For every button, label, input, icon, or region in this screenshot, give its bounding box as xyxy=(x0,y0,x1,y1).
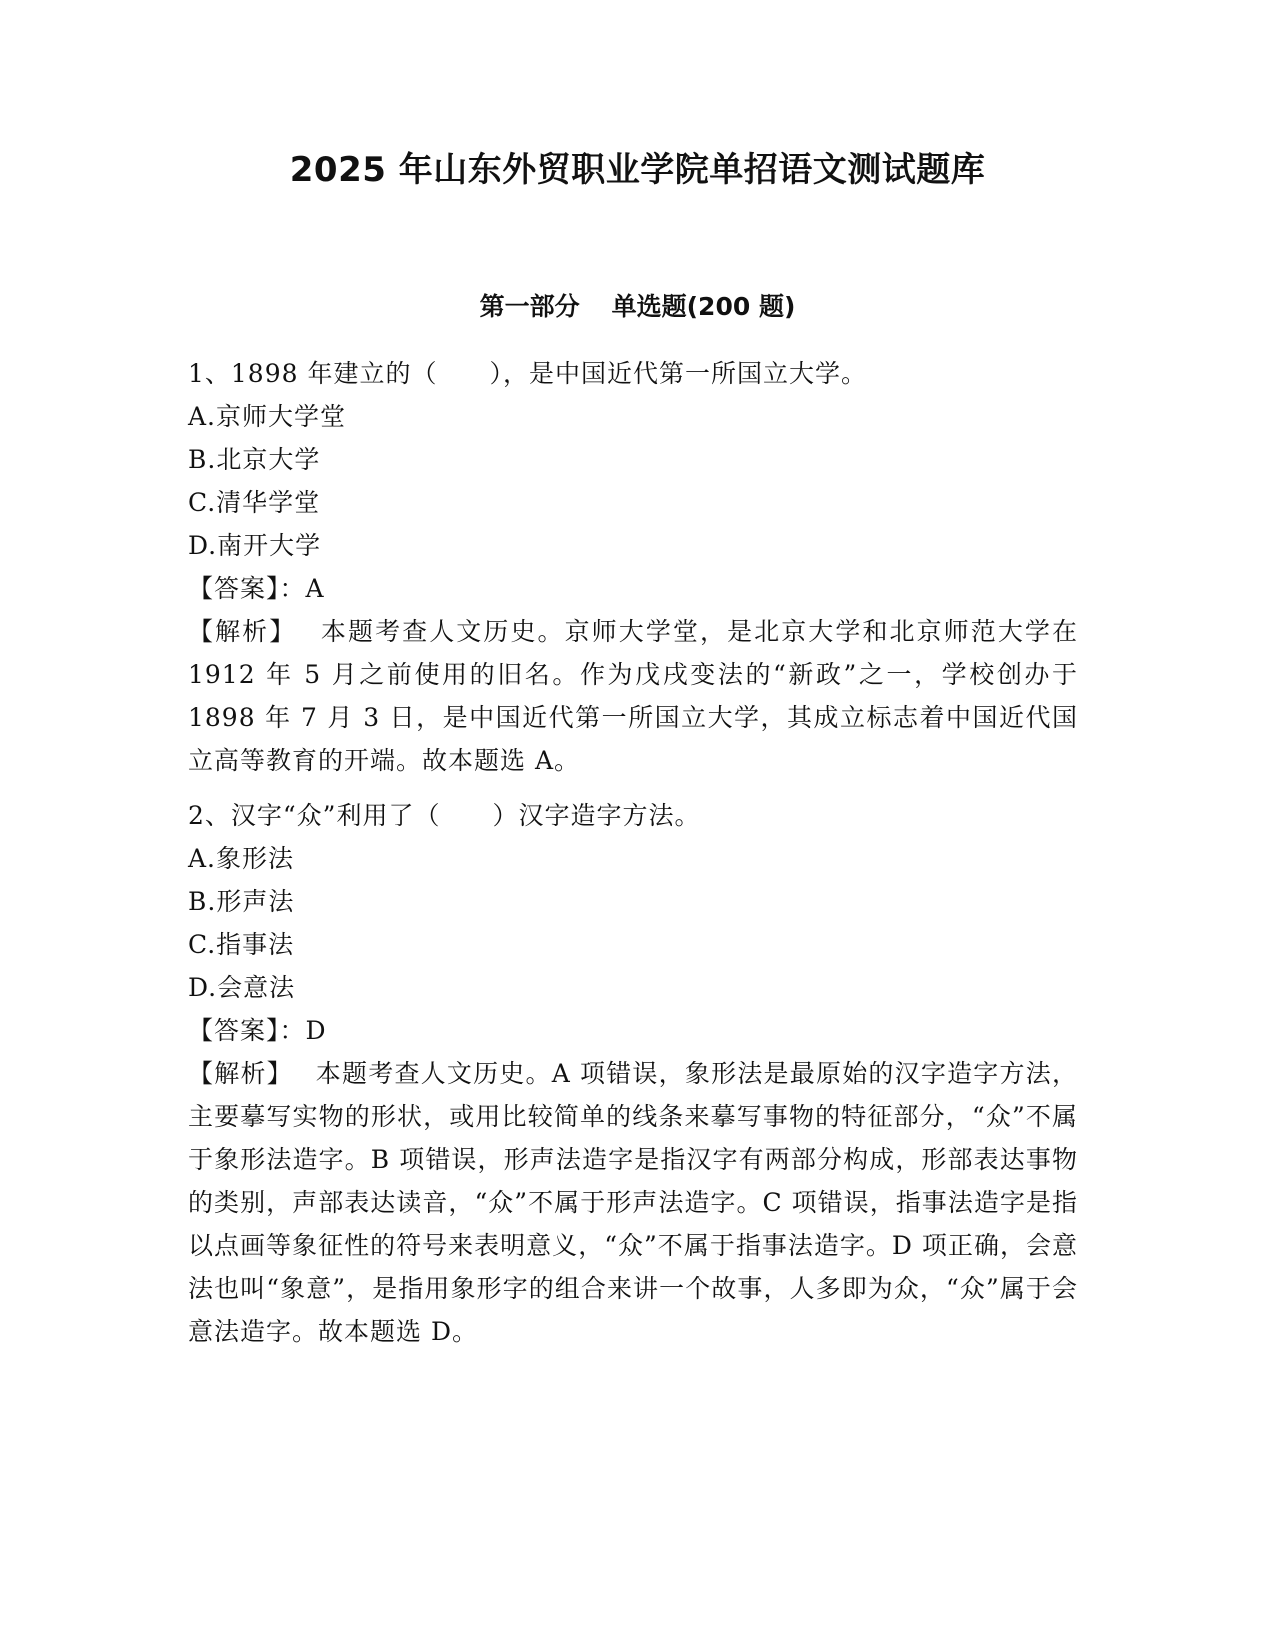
option-b: B.北京大学 xyxy=(188,445,321,474)
question-list xyxy=(188,352,1078,1353)
document-title: 2025 年山东外贸职业学院单招语文测试题库 xyxy=(289,150,986,190)
answer-label: 【答案】： xyxy=(188,1016,306,1045)
answer-label: 【答案】： xyxy=(188,574,306,603)
question-1 xyxy=(188,352,1078,782)
answer-line xyxy=(188,567,1078,610)
section-heading xyxy=(0,290,1275,324)
option-d: D.会意法 xyxy=(188,973,296,1002)
analysis-label: 【解析】 xyxy=(188,1059,281,1088)
analysis-paragraph xyxy=(188,1052,1078,1353)
option-d: D.南开大学 xyxy=(188,531,322,560)
answer-value: A xyxy=(305,574,325,603)
analysis-label: 【解析】 xyxy=(188,617,284,646)
question-stem: 1、1898 年建立的（ ），是中国近代第一所国立大学。 xyxy=(188,359,867,388)
analysis-paragraph xyxy=(188,610,1078,782)
option-a: A.京师大学堂 xyxy=(188,402,347,431)
option-c: C.指事法 xyxy=(188,930,295,959)
question-2 xyxy=(188,794,1078,1353)
option-b: B.形声法 xyxy=(188,887,295,916)
answer-line xyxy=(188,1009,1078,1052)
answer-value: D xyxy=(305,1016,327,1045)
option-c: C.清华学堂 xyxy=(188,488,321,517)
analysis-text: 本题考查人文历史。A 项错误，象形法是最原始的汉字造字方法，主要摹写实物的形状，或用比较简单的线条来摹写事物的特征部分，“众”不属于象形法造字。B 项错误，形声法造字是指汉字有两部分构成，形部表达事物的类别，声部表达读音，“众”不属于形声法造字。C 项错误，指事法造字是指以点画等象征性的符号来表明意义，“众”不属于指事法造字。D 项正确，会意法也叫“象意”，是指用象形字的组合来讲一个故事，人多即为众，“众”属于会意法造字。故本题选 D。 xyxy=(188,1059,1078,1346)
question-stem: 2、汉字“众”利用了（ ）汉字造字方法。 xyxy=(188,801,701,830)
section-part: 第一部分 xyxy=(479,292,580,321)
section-name: 单选题(200 题) xyxy=(611,292,796,321)
analysis-text: 本题考查人文历史。京师大学堂，是北京大学和北京师范大学在 1912 年 5 月之前使用的旧名。作为戊戌变法的“新政”之一，学校创办于 1898 年 7 月 3 日，是中国近代第一所国立大学，其成立标志着中国近代国立高等教育的开端。故本题选 A。 xyxy=(188,617,1078,775)
option-a: A.象形法 xyxy=(188,844,295,873)
